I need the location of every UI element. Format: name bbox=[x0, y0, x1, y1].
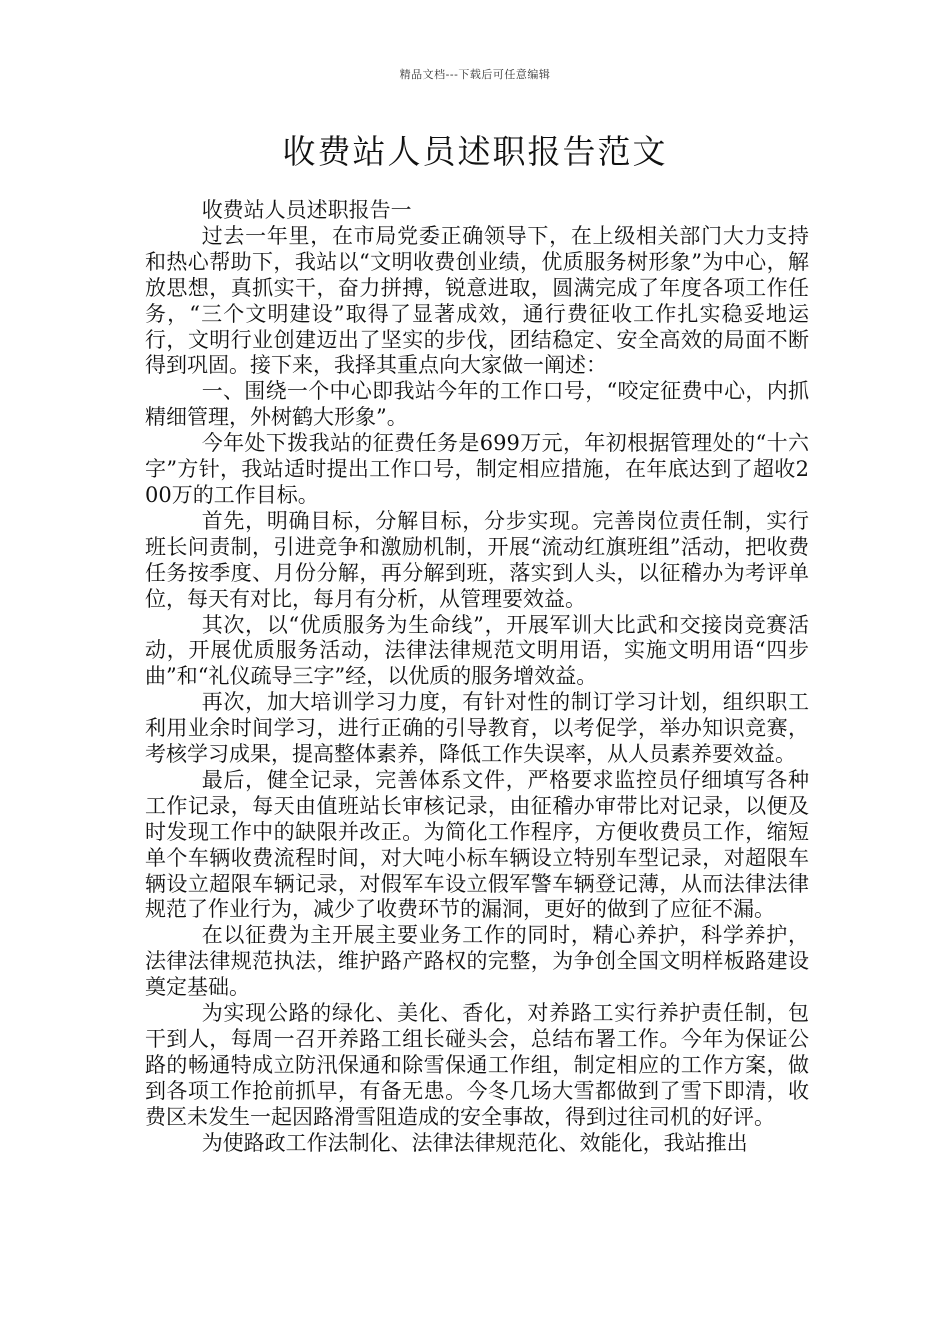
paragraph: 再次，加大培训学习力度，有针对性的制订学习计划，组织职工利用业余时间学习，进行正确的引导教育，以考促学，举办知识竞赛，考核学习成果，提高整体素养，降低工作失误率，从人员素养要效益。 bbox=[145, 690, 809, 767]
paragraph: 最后，健全记录，完善体系文件，严格要求监控员仔细填写各种工作记录，每天由值班站长审核记录，由征稽办审带比对记录，以便及时发现工作中的缺限并改正。为简化工作程序，方便收费员工作，缩短单个车辆收费流程时间，对大吨小标车辆设立特别车型记录，对超限车辆设立超限车辆记录，对假军车设立假军警车辆登记薄，从而法律法律规范了作业行为，减少了收费环节的漏洞，更好的做到了应征不漏。 bbox=[145, 767, 809, 922]
document-title: 收费站人员述职报告范文 bbox=[282, 132, 668, 171]
document-body bbox=[145, 198, 809, 1157]
paragraph: 其次，以“优质服务为生命线”，开展军训大比武和交接岗竞赛活动，开展优质服务活动，法律法律规范文明用语，实施文明用语“四步曲”和“礼仪疏导三字”经，以优质的服务增效益。 bbox=[145, 612, 809, 689]
paragraph: 过去一年里，在市局党委正确领导下，在上级相关部门大力支持和热心帮助下，我站以“文明收费创业绩，优质服务树形象”为中心，解放思想，真抓实干，奋力拼搏，锐意进取，圆满完成了年度各项工作任务，“三个文明建设”取得了显著成效，通行费征收工作扎实稳妥地运行，文明行业创建迈出了坚实的步伐，团结稳定、安全高效的局面不断得到巩固。接下来，我择其重点向大家做一阐述： bbox=[145, 223, 809, 378]
section-heading: 收费站人员述职报告一 bbox=[201, 198, 412, 222]
header-note: 精品文档---下载后可任意编辑 bbox=[399, 68, 551, 81]
paragraph: 首先，明确目标，分解目标，分步实现。完善岗位责任制，实行班长问责制，引进竞争和激励机制，开展“流动红旗班组”活动，把收费任务按季度、月份分解，再分解到班，落实到人头，以征稽办为考评单位，每天有对比，每月有分析，从管理要效益。 bbox=[145, 508, 809, 611]
paragraph: 今年处下拨我站的征费任务是699万元，年初根据管理处的“十六字”方针，我站适时提出工作口号，制定相应措施，在年底达到了超收200万的工作目标。 bbox=[145, 431, 809, 507]
paragraph: 为实现公路的绿化、美化、香化，对养路工实行养护责任制，包干到人，每周一召开养路工组长碰头会，总结布署工作。今年为保证公路的畅通特成立防汛保通和除雪保通工作组，制定相应的工作方案，做到各项工作抢前抓早，有备无患。今冬几场大雪都做到了雪下即清，收费区未发生一起因路滑雪阻造成的安全事故，得到过往司机的好评。 bbox=[145, 1001, 809, 1129]
paragraph: 一、围绕一个中心即我站今年的工作口号，“咬定征费中心，内抓精细管理，外树鹤大形象”。 bbox=[145, 379, 809, 430]
paragraph: 在以征费为主开展主要业务工作的同时，精心养护，科学养护，法律法律规范执法，维护路产路权的完整，为争创全国文明样板路建设奠定基础。 bbox=[145, 923, 809, 1000]
paragraph: 为使路政工作法制化、法律法律规范化、效能化，我站推出 bbox=[201, 1130, 748, 1155]
